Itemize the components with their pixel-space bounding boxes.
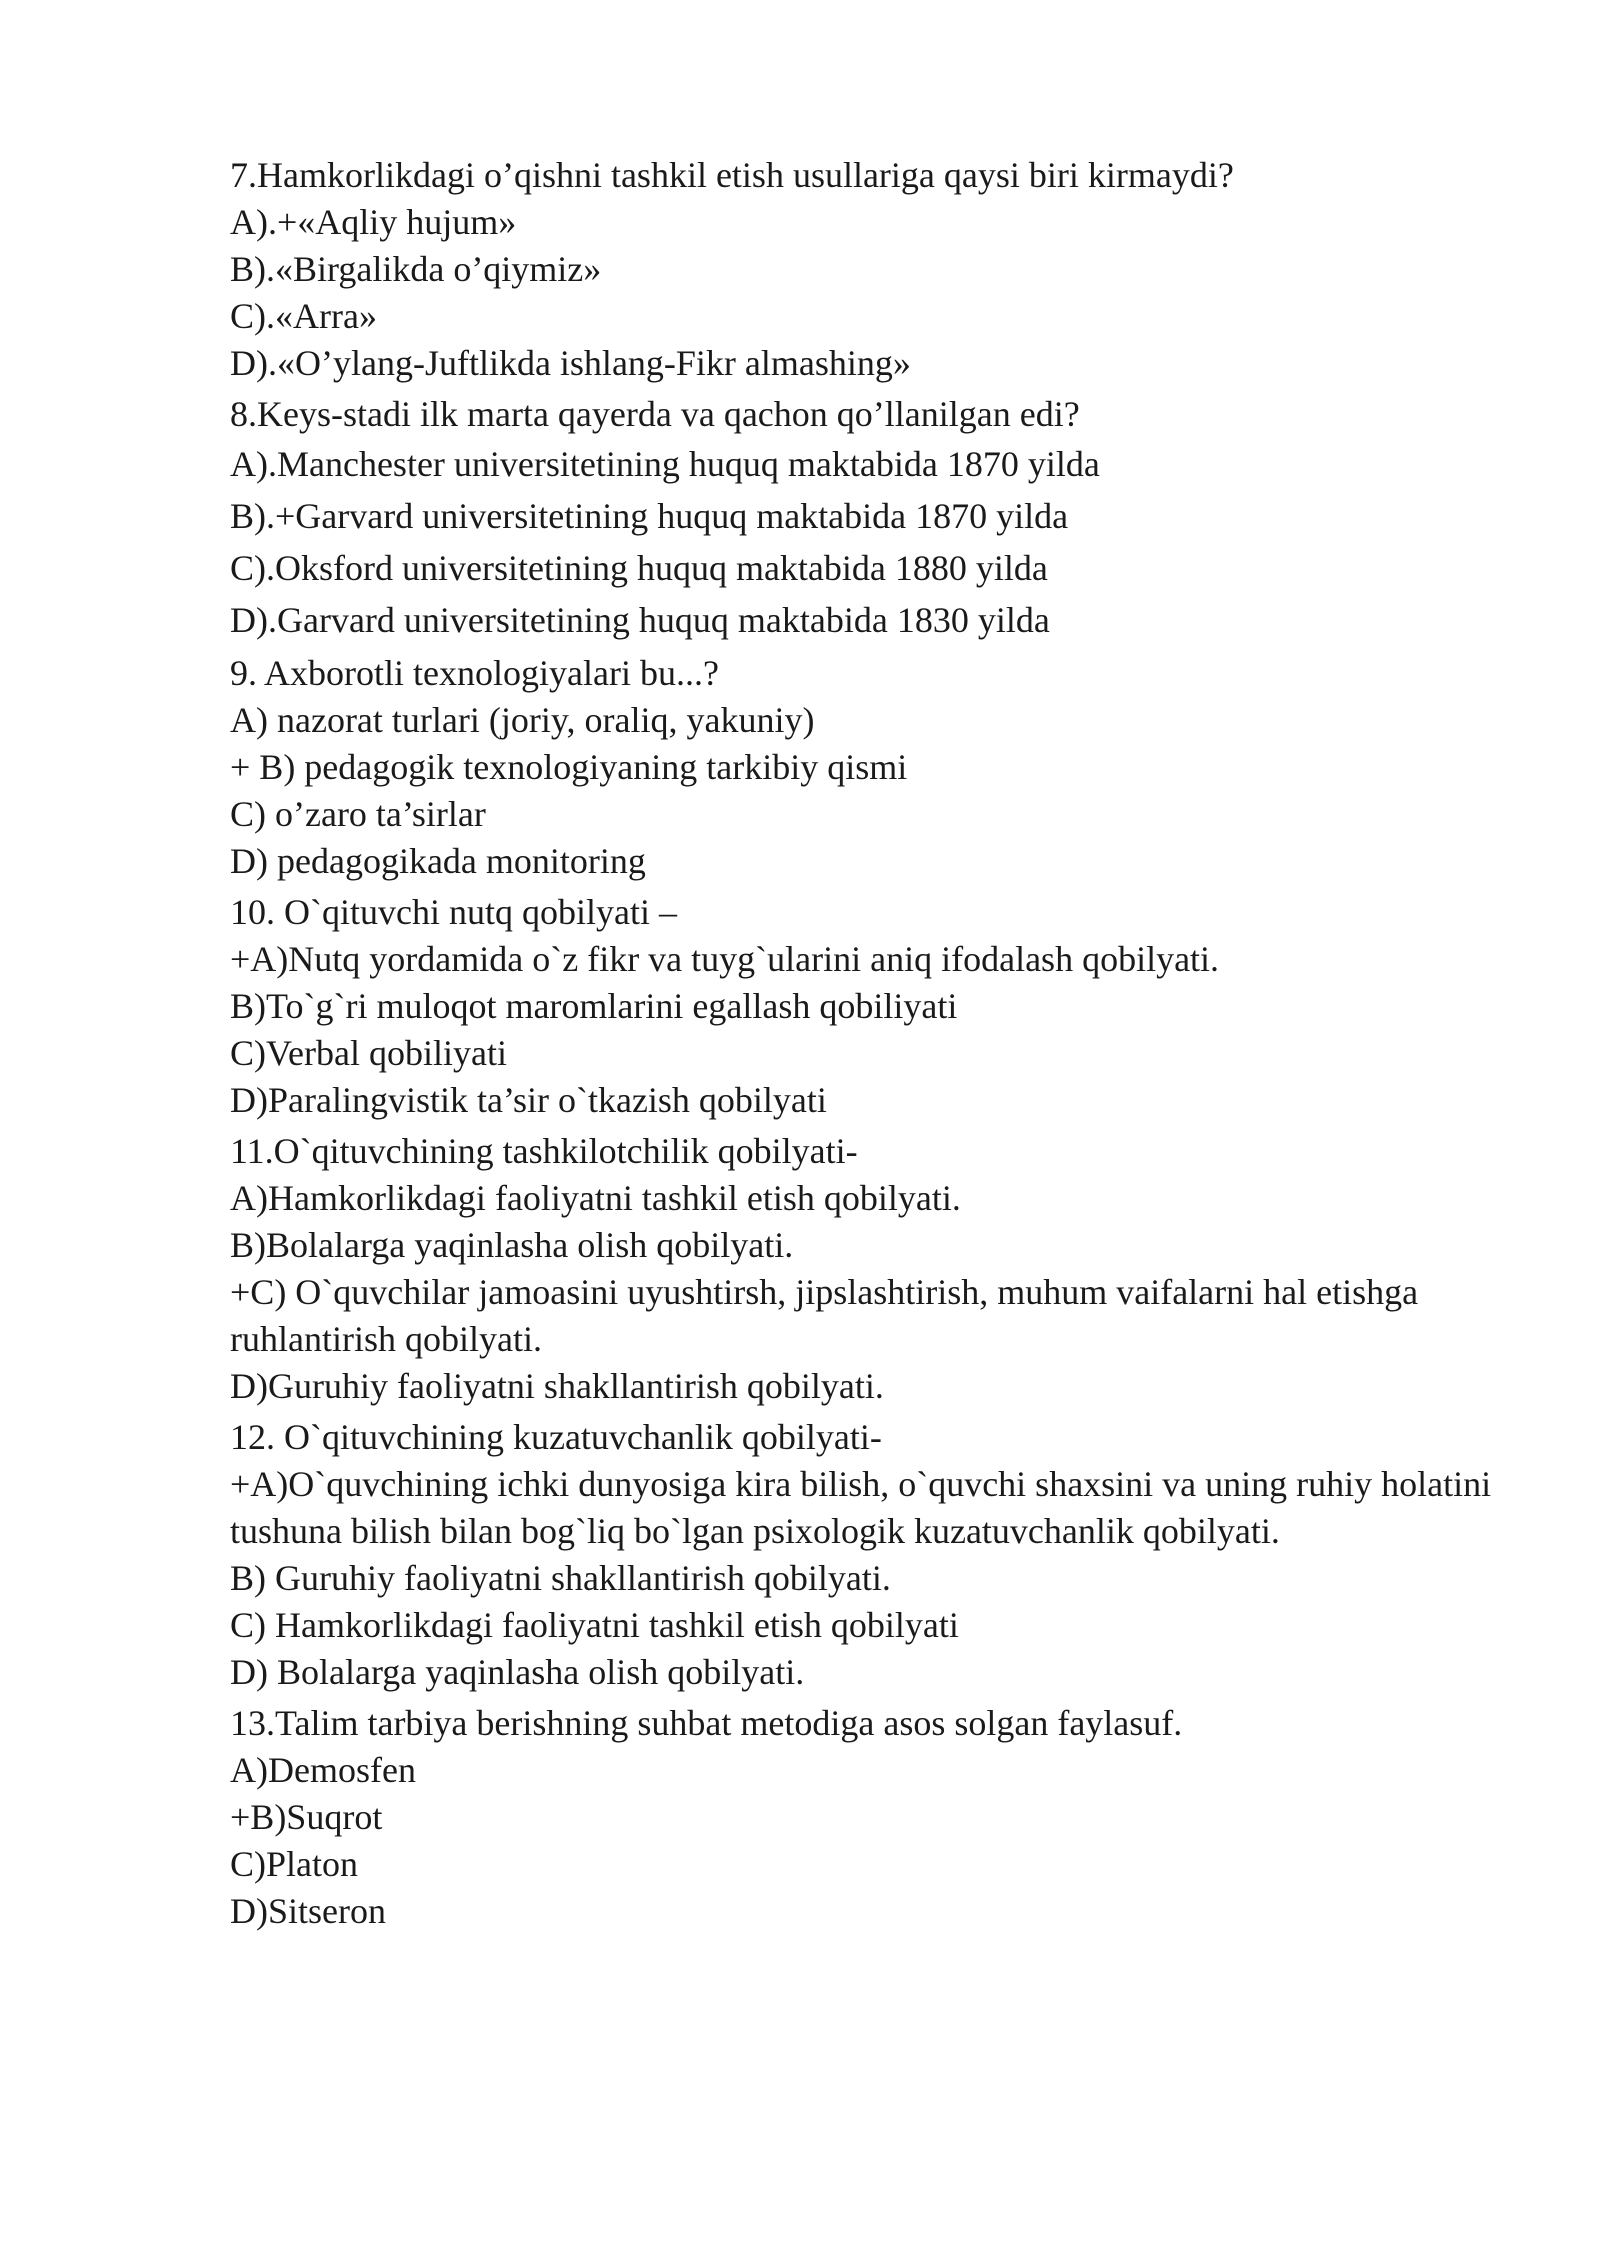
answer-option: D) pedagogikada monitoring [230, 841, 646, 881]
answer-option: A).+«Aqliy hujum» [230, 202, 517, 242]
answer-option: A) nazorat turlari (joriy, oraliq, yakuniy) [230, 700, 815, 740]
answer-option: D).Garvard universitetining huquq maktabida 1830 yilda [230, 600, 1050, 640]
answer-option: C) Hamkorlikdagi faoliyatni tashkil etish qobilyati [230, 1605, 959, 1645]
answer-option: +A)Nutq yordamida o`z fikr va tuyg`ularini aniq ifodalash qobilyati. [230, 939, 1220, 979]
answer-option: A)Hamkorlikdagi faoliyatni tashkil etish qobilyati. [230, 1178, 961, 1218]
question-text: 8.Keys-stadi ilk marta qayerda va qachon qo’llanilgan edi? [230, 394, 1080, 434]
answer-option: A).Manchester universitetining huquq maktabida 1870 yilda [230, 444, 1100, 484]
question-block-12 [230, 1414, 1530, 1696]
answer-option: B) Guruhiy faoliyatni shakllantirish qobilyati. [230, 1558, 891, 1598]
answer-option: D)Guruhiy faoliyatni shakllantirish qobilyati. [230, 1366, 884, 1406]
answer-option: B)Bolalarga yaqinlasha olish qobilyati. [230, 1225, 794, 1265]
question-text: 12. O`qituvchining kuzatuvchanlik qobilyati- [230, 1417, 882, 1457]
question-text: 9. Axborotli texnologiyalari bu...? [230, 653, 719, 693]
answer-option: +C) O`quvchilar jamoasini uyushtirsh, jipslashtirish, muhum vaifalarni hal etishga ruhlantirish qobilyati. [230, 1272, 1428, 1359]
answer-option: D).«O’ylang-Juftlikda ishlang-Fikr almashing» [230, 343, 911, 383]
question-text: 10. O`qituvchi nutq qobilyati – [230, 892, 677, 932]
question-block-8 [230, 391, 1530, 646]
answer-option: B).+Garvard universitetining huquq maktabida 1870 yilda [230, 496, 1069, 536]
answer-option: D)Paralingvistik ta’sir o`tkazish qobilyati [230, 1080, 827, 1120]
answer-option: A)Demosfen [230, 1750, 416, 1790]
question-block-11 [230, 1128, 1530, 1410]
question-block-10 [230, 889, 1530, 1124]
answer-option: + B) pedagogik texnologiyaning tarkibiy qismi [230, 747, 908, 787]
question-block-9 [230, 650, 1530, 885]
answer-option: C).Oksford universitetining huquq maktabida 1880 yilda [230, 548, 1048, 588]
answer-option: C)Verbal qobiliyati [230, 1033, 507, 1073]
answer-option: C)Platon [230, 1844, 359, 1884]
answer-option: D)Sitseron [230, 1891, 386, 1931]
answer-option: C) o’zaro ta’sirlar [230, 794, 486, 834]
question-text: 7.Hamkorlikdagi o’qishni tashkil etish usullariga qaysi biri kirmaydi? [230, 155, 1234, 195]
answer-option: C).«Arra» [230, 296, 377, 336]
question-block-13 [230, 1700, 1530, 1935]
question-text: 11.O`qituvchining tashkilotchilik qobilyati- [230, 1131, 858, 1171]
answer-option: +B)Suqrot [230, 1797, 383, 1837]
answer-option: D) Bolalarga yaqinlasha olish qobilyati. [230, 1652, 805, 1692]
answer-option: B).«Birgalikda o’qiymiz» [230, 249, 602, 289]
question-block-7 [230, 152, 1530, 387]
answer-option: B)To`g`ri muloqot maromlarini egallash qobiliyati [230, 986, 958, 1026]
quiz-content [230, 152, 1530, 1935]
answer-option: +A)O`quvchining ichki dunyosiga kira bilish, o`quvchi shaxsini va uning ruhiy holatini tushuna bilish bilan bog`liq bo`lgan psixologik kuzatuvchanlik qobilyati. [230, 1464, 1501, 1551]
question-text: 13.Talim tarbiya berishning suhbat metodiga asos solgan faylasuf. [230, 1703, 1183, 1743]
